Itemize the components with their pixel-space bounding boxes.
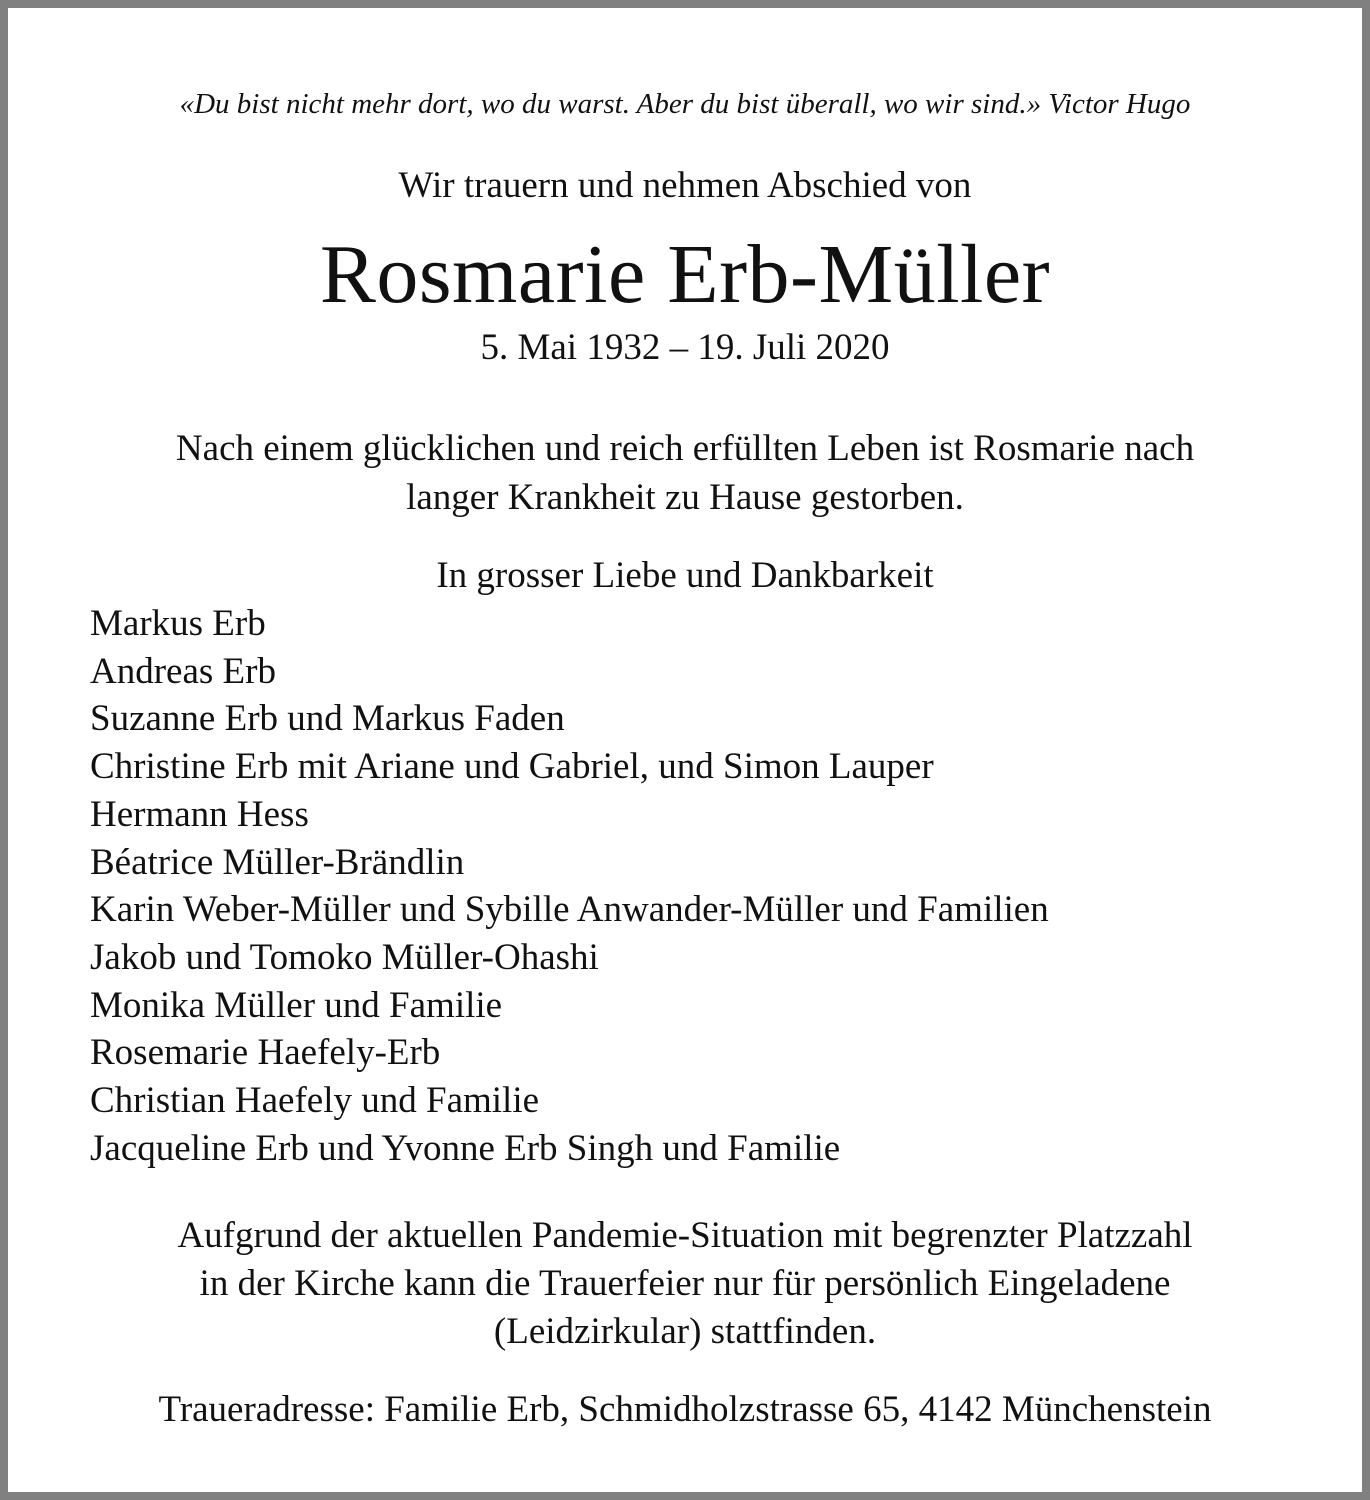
deceased-name: Rosmarie Erb-Müller xyxy=(319,228,1051,321)
mourner-item: Jacqueline Erb und Yvonne Erb Singh und Familie xyxy=(90,1127,841,1169)
mourner-item: Karin Weber-Müller und Sybille Anwander-Müller und Familien xyxy=(90,889,1049,931)
pandemic-notice-line: (Leidzirkular) stattfinden. xyxy=(493,1311,877,1352)
pandemic-notice-line: Aufgrund der aktuellen Pandemie-Situation mit begrenzter Platzzahl xyxy=(177,1215,1193,1256)
mourner-item: Monika Müller und Familie xyxy=(90,984,503,1026)
dedication-text: In grosser Liebe und Dankbarkeit xyxy=(436,555,934,596)
mourner-item: Markus Erb xyxy=(90,603,266,644)
mourner-item: Béatrice Müller-Brändlin xyxy=(90,841,465,883)
mourner-item: Christine Erb mit Ariane und Gabriel, und Simon Lauper xyxy=(90,746,934,788)
mourner-item: Suzanne Erb und Markus Faden xyxy=(90,698,565,740)
mourners-list xyxy=(90,600,1049,1172)
mourner-item: Hermann Hess xyxy=(90,793,309,835)
mourning-address: Traueradresse: Familie Erb, Schmidholzstrasse 65, 4142 Münchenstein xyxy=(158,1389,1212,1430)
intro-text: Wir trauern und nehmen Abschied von xyxy=(398,165,972,206)
life-dates: 5. Mai 1932 – 19. Juli 2020 xyxy=(480,327,890,368)
mourner-item: Rosemarie Haefely-Erb xyxy=(90,1032,441,1074)
pandemic-notice-line: in der Kirche kann die Trauerfeier nur für persönlich Eingeladene xyxy=(199,1263,1171,1304)
mourner-item: Andreas Erb xyxy=(90,650,276,692)
mourner-item: Jakob und Tomoko Müller-Ohashi xyxy=(90,936,599,978)
epigraph-quote: «Du bist nicht mehr dort, wo du warst. Aber du bist überall, wo wir sind.» Victor Hugo xyxy=(179,88,1191,120)
announcement-line: Nach einem glücklichen und reich erfüllten Leben ist Rosmarie nach xyxy=(175,428,1195,469)
death-announcement xyxy=(8,424,1362,522)
mourner-item: Christian Haefely und Familie xyxy=(90,1080,540,1122)
announcement-line: langer Krankheit zu Hause gestorben. xyxy=(406,477,964,518)
pandemic-notice xyxy=(8,1212,1362,1356)
